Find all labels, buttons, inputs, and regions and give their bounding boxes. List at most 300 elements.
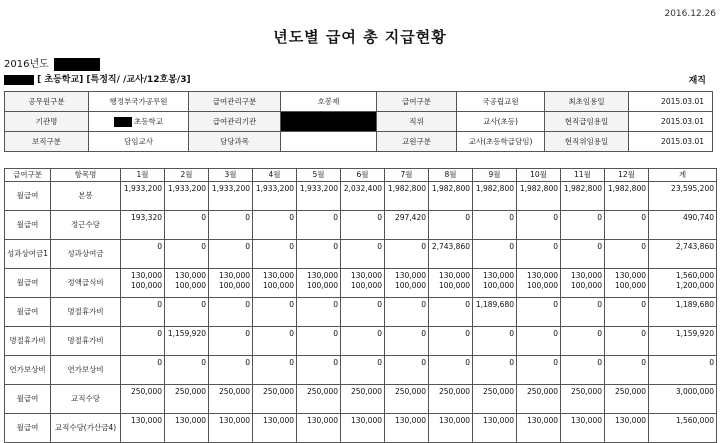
salary-value [649,385,717,414]
salary-value [429,269,473,298]
amount: 2,743,860 [431,242,470,251]
info-value [629,132,713,152]
amount: 0 [333,213,338,222]
salary-category: 연가보상비 [5,356,51,385]
amount: 250,000 [130,387,162,396]
amount: 0 [509,329,514,338]
amount: 130,000 [394,416,426,425]
amount: 0 [421,358,426,367]
salary-value [429,385,473,414]
amount: 1,933,200 [167,184,206,193]
salary-value [473,240,517,269]
salary-value [649,269,717,298]
salary-value [165,298,209,327]
salary-value [209,211,253,240]
amount: 250,000 [526,387,558,396]
info-text: 2015.03.01 [661,137,704,146]
salary-value [517,327,561,356]
amount: 1,560,000 [675,416,714,425]
column-header: 7월 [385,169,429,182]
amount: 130,000 [218,416,250,425]
amount: 1,982,800 [563,184,602,193]
salary-row [5,269,717,298]
amount-secondary: 100,000 [526,281,558,290]
amount: 250,000 [482,387,514,396]
amount: 0 [377,329,382,338]
amount: 0 [597,300,602,309]
salary-value [385,385,429,414]
amount: 0 [509,213,514,222]
info-value [281,132,377,152]
salary-value [297,240,341,269]
salary-value [297,356,341,385]
salary-value [605,385,649,414]
salary-value [605,211,649,240]
salary-value [253,385,297,414]
salary-value [517,182,561,211]
amount-secondary: 100,000 [438,281,470,290]
salary-value [121,385,165,414]
page-title: 년도별 급여 총 지급현황 [273,28,447,46]
amount: 250,000 [306,387,338,396]
amount: 2,032,400 [343,184,382,193]
salary-value [165,414,209,443]
amount-secondary: 100,000 [262,281,294,290]
salary-value [341,240,385,269]
info-label [377,112,457,132]
salary-table [4,168,717,443]
salary-value [121,240,165,269]
salary-value [561,414,605,443]
salary-item: 명절휴가비 [51,298,121,327]
info-text: 담당과목 [220,137,249,146]
amount: 0 [465,213,470,222]
amount-secondary: 1,200,000 [675,281,714,290]
amount: 1,982,800 [519,184,558,193]
info-label [189,92,281,112]
amount: 250,000 [570,387,602,396]
info-label [5,132,89,152]
amount: 0 [245,329,250,338]
amount: 2,743,860 [675,242,714,251]
info-text: 기관명 [35,117,58,126]
salary-value [649,356,717,385]
salary-value [297,414,341,443]
salary-value [297,269,341,298]
amount: 130,000 [438,416,470,425]
salary-value [209,182,253,211]
amount: 1,982,800 [431,184,470,193]
amount: 1,159,920 [675,329,714,338]
column-header: 계 [649,169,717,182]
amount: 0 [421,300,426,309]
info-label [189,132,281,152]
salary-value [253,211,297,240]
salary-row [5,211,717,240]
info-label [5,112,89,132]
school-info-text: [ 초등학교] [특정직/ /교사/12호봉/3] [37,75,191,85]
amount: 0 [289,329,294,338]
amount-secondary: 100,000 [614,281,646,290]
salary-value [561,356,605,385]
salary-item: 연가보상비 [51,356,121,385]
amount: 130,000 [526,271,558,280]
salary-value [341,298,385,327]
info-row [5,92,713,112]
salary-value [605,356,649,385]
salary-value [561,211,605,240]
amount: 0 [289,242,294,251]
amount: 0 [597,213,602,222]
amount-secondary: 100,000 [130,281,162,290]
salary-value [209,385,253,414]
amount: 130,000 [438,271,470,280]
salary-value [165,269,209,298]
salary-value [341,327,385,356]
amount: 130,000 [482,416,514,425]
salary-category: 월급여 [5,182,51,211]
amount: 0 [157,242,162,251]
info-text: 현직위임용일 [564,137,609,146]
info-text: 2015.03.01 [661,117,704,126]
salary-value [165,385,209,414]
column-header: 4월 [253,169,297,182]
amount: 130,000 [482,271,514,280]
column-header: 5월 [297,169,341,182]
amount: 0 [641,300,646,309]
salary-value [473,298,517,327]
salary-value [561,269,605,298]
salary-value [473,182,517,211]
salary-value [341,385,385,414]
salary-value [473,414,517,443]
column-header: 10월 [517,169,561,182]
amount: 1,982,800 [387,184,426,193]
amount-secondary: 100,000 [174,281,206,290]
amount: 1,560,000 [675,271,714,280]
salary-value [253,240,297,269]
info-label [189,112,281,132]
amount: 130,000 [306,271,338,280]
info-value [629,112,713,132]
info-value [457,132,545,152]
info-text: 초등학교 [134,117,163,126]
salary-row [5,327,717,356]
info-text: 보직구분 [32,137,61,146]
amount: 0 [641,213,646,222]
amount: 0 [553,242,558,251]
info-text: 행정부국가공무원 [109,97,168,106]
amount: 130,000 [130,271,162,280]
info-text: 현직급임용일 [564,117,609,126]
info-label [545,132,629,152]
salary-item: 명절휴가비 [51,327,121,356]
amount: 0 [157,300,162,309]
salary-value [385,182,429,211]
amount-secondary: 100,000 [482,281,514,290]
salary-row [5,356,717,385]
info-row [5,132,713,152]
amount: 130,000 [570,271,602,280]
salary-category: 명절휴가비 [5,327,51,356]
salary-value [605,269,649,298]
info-text: 급여관리기관 [212,117,257,126]
amount: 130,000 [614,416,646,425]
salary-value [121,269,165,298]
salary-value [121,356,165,385]
salary-header-row [5,169,717,182]
salary-value [165,240,209,269]
salary-value [385,327,429,356]
info-text: 교원구분 [402,137,431,146]
amount: 0 [641,358,646,367]
amount: 0 [333,300,338,309]
amount: 0 [597,329,602,338]
amount: 1,933,200 [255,184,294,193]
amount: 0 [641,242,646,251]
salary-value [253,269,297,298]
amount: 130,000 [306,416,338,425]
salary-value [253,414,297,443]
salary-value [121,327,165,356]
amount: 0 [201,213,206,222]
amount-secondary: 100,000 [394,281,426,290]
salary-value [341,356,385,385]
salary-value [341,182,385,211]
salary-row [5,414,717,443]
salary-value [121,182,165,211]
salary-value [341,414,385,443]
salary-value [209,356,253,385]
amount: 1,189,680 [475,300,514,309]
amount: 0 [377,300,382,309]
info-value [89,92,189,112]
year-label [4,55,100,71]
redaction-box [114,117,132,127]
salary-value [517,240,561,269]
amount: 0 [245,358,250,367]
salary-value [297,298,341,327]
info-value [89,132,189,152]
amount: 250,000 [350,387,382,396]
salary-item: 정근수당 [51,211,121,240]
salary-value [649,298,717,327]
salary-value [605,298,649,327]
info-row [5,112,713,132]
salary-row [5,240,717,269]
info-label [377,132,457,152]
salary-value [341,269,385,298]
amount: 0 [509,358,514,367]
salary-value [297,211,341,240]
salary-value [297,327,341,356]
salary-value [253,298,297,327]
amount: 0 [509,242,514,251]
info-text: 호봉제 [317,97,340,106]
amount: 130,000 [394,271,426,280]
salary-value [121,298,165,327]
amount: 1,933,200 [299,184,338,193]
amount: 0 [553,213,558,222]
amount: 0 [333,242,338,251]
salary-value [561,182,605,211]
column-header: 1월 [121,169,165,182]
amount: 0 [553,358,558,367]
salary-value [209,240,253,269]
salary-value [385,414,429,443]
column-header: 9월 [473,169,517,182]
info-value [281,92,377,112]
amount: 250,000 [438,387,470,396]
salary-category: 월급여 [5,269,51,298]
salary-value [429,327,473,356]
amount: 130,000 [526,416,558,425]
info-text: 2015.03.01 [661,97,704,106]
info-text: 급여관리구분 [212,97,257,106]
amount: 193,320 [130,213,162,222]
amount: 250,000 [174,387,206,396]
employment-status: 재직 [688,76,706,86]
amount: 1,982,800 [475,184,514,193]
amount: 0 [201,300,206,309]
salary-value [561,385,605,414]
salary-value [561,240,605,269]
salary-value [561,298,605,327]
amount: 0 [421,329,426,338]
column-header: 급여구분 [5,169,51,182]
column-header: 8월 [429,169,473,182]
amount: 0 [553,300,558,309]
amount: 130,000 [130,416,162,425]
amount: 250,000 [218,387,250,396]
info-text: 최초임용일 [568,97,605,106]
amount: 1,933,200 [123,184,162,193]
salary-value [605,240,649,269]
salary-row [5,298,717,327]
employee-info-table [4,91,713,152]
amount: 250,000 [394,387,426,396]
salary-item: 본봉 [51,182,121,211]
amount: 1,189,680 [675,300,714,309]
salary-value [209,414,253,443]
salary-value [429,211,473,240]
salary-value [121,414,165,443]
salary-value [649,182,717,211]
salary-value [385,298,429,327]
salary-value [649,211,717,240]
amount: 1,933,200 [211,184,250,193]
salary-value [385,269,429,298]
amount: 0 [289,300,294,309]
salary-category: 월급여 [5,414,51,443]
amount: 0 [157,329,162,338]
salary-item: 교직수당(가산금4) [51,414,121,443]
amount: 23,595,200 [671,184,714,193]
info-value [89,112,189,132]
info-text: 담임교사 [124,137,153,146]
salary-value [605,327,649,356]
amount: 130,000 [350,271,382,280]
column-header: 11월 [561,169,605,182]
column-header: 6월 [341,169,385,182]
salary-value [165,211,209,240]
print-date: 2016.12.26 [664,9,716,19]
salary-value [385,211,429,240]
amount: 0 [421,242,426,251]
salary-value [385,240,429,269]
salary-value [605,414,649,443]
amount: 0 [597,242,602,251]
salary-value [253,327,297,356]
salary-value [473,385,517,414]
amount: 490,740 [682,213,714,222]
amount: 0 [377,358,382,367]
column-header: 12월 [605,169,649,182]
amount: 130,000 [174,416,206,425]
column-header: 항목명 [51,169,121,182]
year-text: 2016년도 [4,59,49,70]
amount: 130,000 [614,271,646,280]
salary-value [385,356,429,385]
salary-category: 월급여 [5,298,51,327]
amount: 0 [333,329,338,338]
amount: 0 [465,300,470,309]
amount: 0 [157,358,162,367]
amount: 130,000 [262,271,294,280]
info-text: 교사(초등학급담임) [468,137,533,146]
column-header: 2월 [165,169,209,182]
amount: 0 [597,358,602,367]
info-value [629,92,713,112]
salary-value [517,298,561,327]
salary-value [297,182,341,211]
salary-value [429,298,473,327]
salary-value [649,414,717,443]
salary-item: 성과상여금 [51,240,121,269]
info-text: 급여구분 [402,97,431,106]
amount: 0 [333,358,338,367]
salary-row [5,385,717,414]
salary-value [517,385,561,414]
amount: 0 [245,300,250,309]
salary-value [209,269,253,298]
salary-value [253,356,297,385]
salary-value [517,211,561,240]
salary-row [5,182,717,211]
column-header: 3월 [209,169,253,182]
amount: 130,000 [218,271,250,280]
amount: 0 [377,242,382,251]
salary-category: 성과상여금1 [5,240,51,269]
amount: 0 [465,358,470,367]
salary-value [605,182,649,211]
info-label [5,92,89,112]
salary-value [473,211,517,240]
amount: 130,000 [174,271,206,280]
amount: 0 [289,358,294,367]
salary-value [517,356,561,385]
salary-value [561,327,605,356]
amount: 250,000 [614,387,646,396]
info-value [457,112,545,132]
info-label [377,92,457,112]
salary-item: 교직수당 [51,385,121,414]
amount: 0 [245,213,250,222]
amount: 130,000 [570,416,602,425]
school-line [4,72,191,85]
salary-value [341,211,385,240]
salary-value [165,327,209,356]
